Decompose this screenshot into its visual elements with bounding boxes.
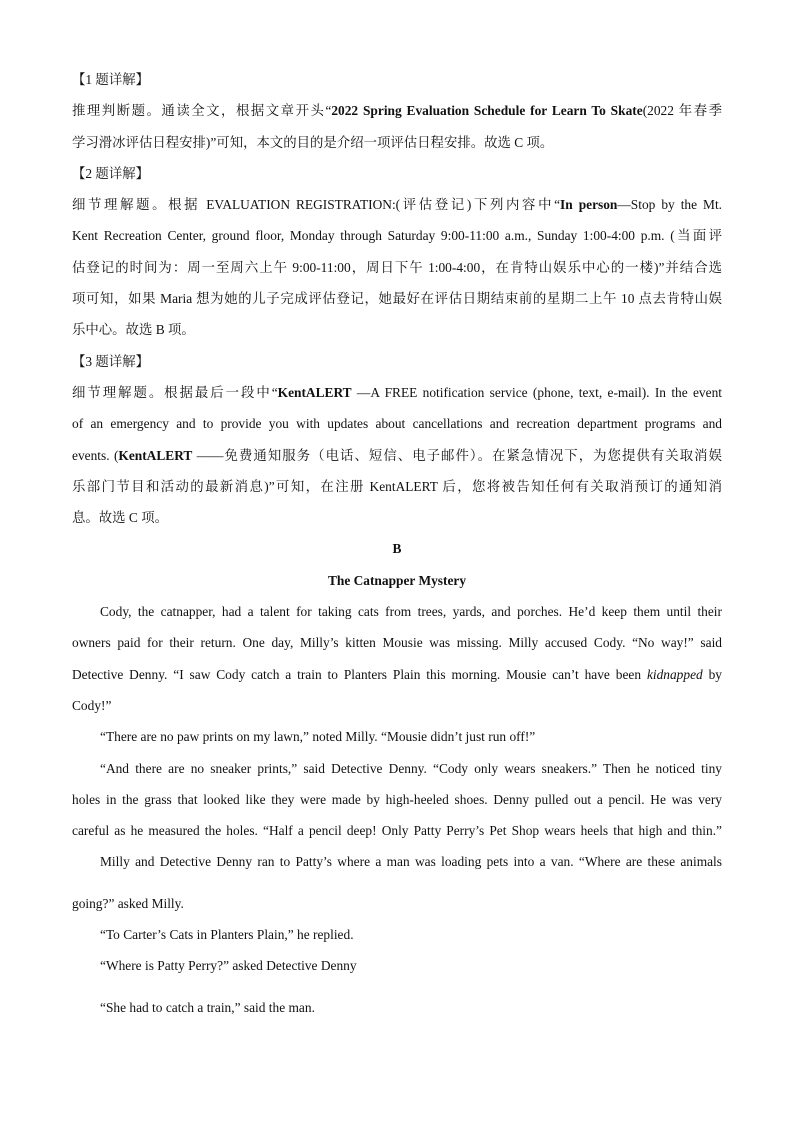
paragraph-3-line-1: “And there are no sneaker prints,” said Detective Denny. “Cody only wears sneakers.” Then he noticed tiny bbox=[100, 760, 722, 776]
section-3-header: 【3 题详解】 bbox=[72, 353, 149, 369]
section-2-line-5: 乐中心。故选 B 项。 bbox=[72, 322, 195, 338]
paragraph-3-line-2: holes in the grass that looked like they were made by high-heeled shoes. Denny pulled out a pencil. He was very bbox=[72, 791, 722, 807]
section-2-header: 【2 题详解】 bbox=[72, 165, 149, 181]
document-content bbox=[72, 64, 722, 1023]
section-3-line-2: of an emergency and to provide you with updates about cancellations and recreation department programs and bbox=[72, 416, 722, 432]
section-2-line-4: 项可知，如果 Maria 想为她的儿子完成评估登记，她最好在评估日期结束前的星期二上午 10 点去肯特山娱 bbox=[72, 291, 722, 307]
paragraph-6: “Where is Patty Perry?” asked Detective Denny bbox=[100, 958, 357, 974]
passage-letter: B bbox=[392, 541, 402, 557]
paragraph-1-line-1: Cody, the catnapper, had a talent for taking cats from trees, yards, and porches. He’d keep them until their bbox=[100, 604, 722, 620]
paragraph-2: “There are no paw prints on my lawn,” noted Milly. “Mousie didn’t just run off!” bbox=[100, 729, 536, 745]
section-3-line-1: 细节理解题。根据最后一段中“KentALERT —A FREE notification service (phone, text, e-mail). In the event bbox=[72, 384, 722, 400]
section-3-line-5: 息。故选 C 项。 bbox=[72, 510, 168, 526]
paragraph-1-line-4: Cody!” bbox=[72, 697, 112, 713]
section-2-line-2: Kent Recreation Center, ground floor, Monday through Saturday 9:00-11:00 a.m., Sunday 1:00-4:00 p.m. (当面评 bbox=[72, 228, 722, 244]
paragraph-5: “To Carter’s Cats in Planters Plain,” he replied. bbox=[100, 927, 354, 943]
paragraph-spacing bbox=[72, 982, 722, 992]
section-1-line-1: 推理判断题。通读全文，根据文章开头“2022 Spring Evaluation Schedule for Learn To Skate(2022 年春季 bbox=[72, 103, 722, 119]
paragraph-4-line-2: going?” asked Milly. bbox=[72, 895, 184, 911]
paragraph-1-line-2: owners paid for their return. One day, Milly’s kitten Mousie was missing. Milly accused Cody. “No way!” said bbox=[72, 635, 722, 651]
section-3-line-3: events. (KentALERT ——免费通知服务（电话、短信、电子邮件）。在紧急情况下，为您提供有关取消娱 bbox=[72, 447, 722, 463]
paragraph-7: “She had to catch a train,” said the man. bbox=[100, 999, 315, 1015]
section-3-line-4: 乐部门节目和活动的最新消息)”可知，在注册 KentALERT 后，您将被告知任何有关取消预订的通知消 bbox=[72, 478, 722, 494]
section-2-line-1: 细节理解题。根据 EVALUATION REGISTRATION:(评估登记)下列内容中“In person—Stop by the Mt. bbox=[72, 197, 723, 213]
paragraph-4-line-1: Milly and Detective Denny ran to Patty’s where a man was loading pets into a van. “Where are these animals bbox=[100, 854, 722, 870]
paragraph-spacing bbox=[72, 878, 722, 888]
paragraph-1-line-3: Detective Denny. “I saw Cody catch a train to Planters Plain this morning. Mousie can’t have been kidnapped by bbox=[72, 666, 722, 682]
section-2-line-3: 估登记的时间为：周一至周六上午 9:00-11:00，周日下午 1:00-4:00，在肯特山娱乐中心的一楼)”并结合选 bbox=[72, 259, 722, 275]
section-1-header: 【1 题详解】 bbox=[72, 72, 149, 87]
paragraph-3-line-3: careful as he measured the holes. “Half a pencil deep! Only Patty Perry’s Pet Shop wears heels that high and thin.” bbox=[72, 823, 722, 839]
passage-title: The Catnapper Mystery bbox=[327, 572, 467, 588]
section-1-line-2: 学习滑冰评估日程安排)”可知，本文的目的是介绍一项评估日程安排。故选 C 项。 bbox=[72, 134, 554, 150]
